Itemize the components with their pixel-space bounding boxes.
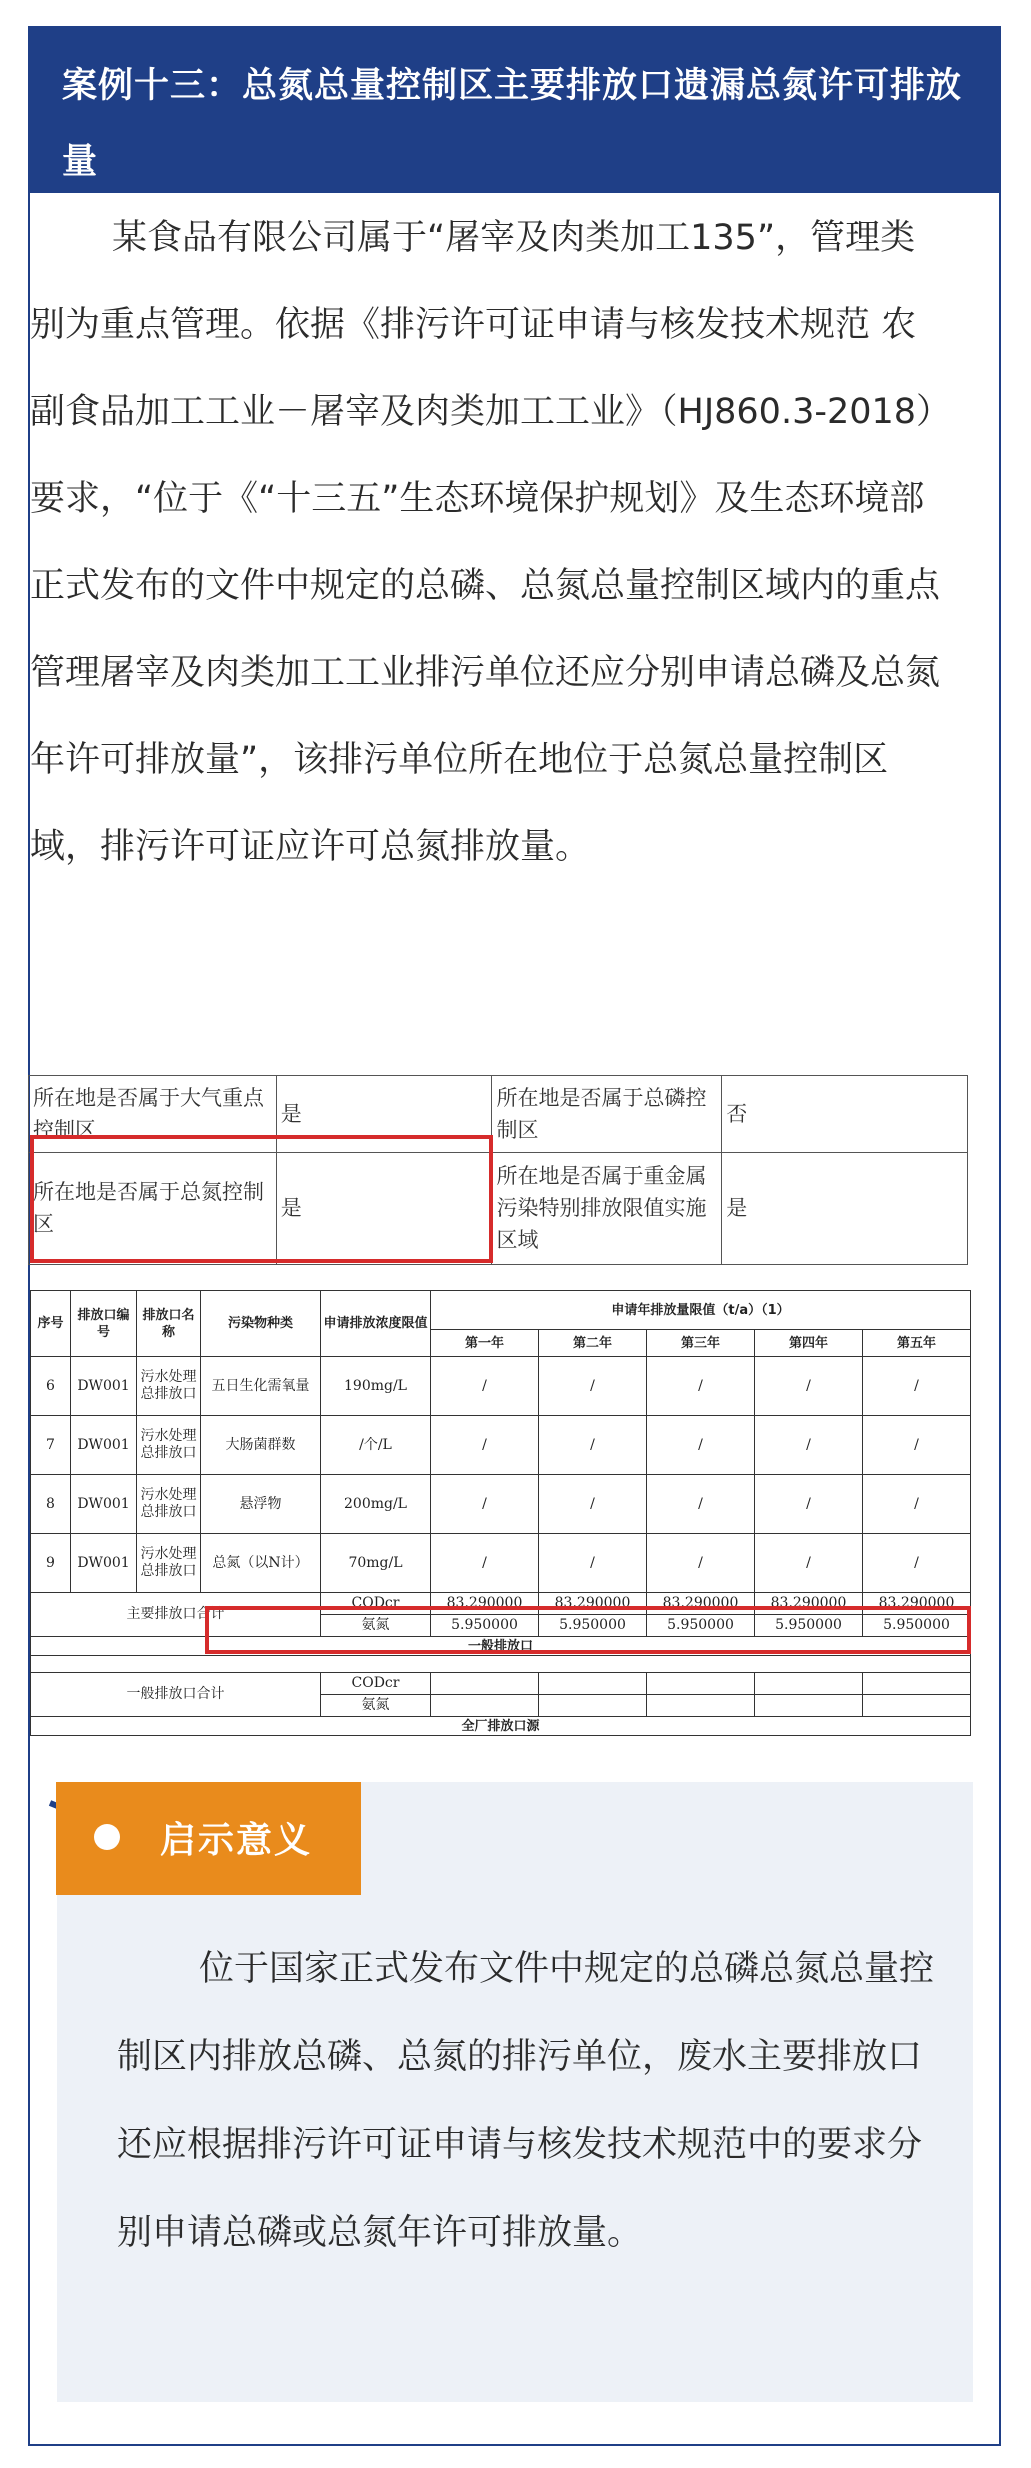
info-cell: 所在地是否属于总氮控制区 [29, 1152, 277, 1264]
cell-seq: 8 [31, 1475, 71, 1534]
header-year: 第五年 [863, 1330, 971, 1357]
cell-year-value: / [755, 1475, 863, 1534]
info-cell: 所在地是否属于大气重点控制区 [29, 1076, 277, 1153]
cell-year-value: / [431, 1534, 539, 1593]
table-row [31, 1475, 971, 1534]
bullet-dot-icon [94, 1824, 120, 1850]
cell-year-value: / [431, 1416, 539, 1475]
insight-text: 位于国家正式发布文件中规定的总磷总氮总量控制区内排放总磷、总氮的排污单位，废水主要排放口还应根据排污许可证申请与核发技术规范中的要求分别申请总磷或总氮年许可排放量。 [117, 1949, 935, 2253]
info-cell: 是 [276, 1076, 492, 1153]
ammonia-value: 5.950000 [755, 1615, 863, 1637]
codcr-value: 83.290000 [863, 1593, 971, 1615]
codcr-value: 83.290000 [647, 1593, 755, 1615]
ammonia-value: 5.950000 [647, 1615, 755, 1637]
cell-year-value: / [539, 1534, 647, 1593]
header-year: 第二年 [539, 1330, 647, 1357]
insight-text-block [117, 1925, 943, 2277]
emissions-table [30, 1290, 971, 1736]
general-ammonia-label: 氨氮 [321, 1695, 431, 1717]
cell-year-value: / [863, 1416, 971, 1475]
cell-conc: 70mg/L [321, 1534, 431, 1593]
codcr-value: 83.290000 [755, 1593, 863, 1615]
cell-year-value: / [755, 1416, 863, 1475]
header-year: 第一年 [431, 1330, 539, 1357]
empty-cell [539, 1695, 647, 1717]
case-title: 案例十三：总氮总量控制区主要排放口遗漏总氮许可排放量 [62, 66, 963, 182]
empty-cell [755, 1695, 863, 1717]
header-year: 第三年 [647, 1330, 755, 1357]
header-outlet-name: 排放口名称 [137, 1291, 201, 1357]
empty-cell [863, 1673, 971, 1695]
cell-pollutant: 五日生化需氧量 [201, 1357, 321, 1416]
empty-cell [647, 1673, 755, 1695]
cell-seq: 6 [31, 1357, 71, 1416]
ammonia-value: 5.950000 [431, 1615, 539, 1637]
main-ammonia-label: 氨氮 [321, 1615, 431, 1637]
table-row [31, 1534, 971, 1593]
title-bar [30, 28, 999, 193]
cell-year-value: / [431, 1357, 539, 1416]
general-total-label: 一般排放口合计 [31, 1673, 321, 1717]
cell-seq: 9 [31, 1534, 71, 1593]
highlight-box-nitrogen-control [30, 1135, 493, 1263]
case-description-text: 某食品有限公司属于“屠宰及肉类加工135”，管理类别为重点管理。依据《排污许可证申请与核发技术规范 农副食品加工工业－屠宰及肉类加工工业》（HJ860.3-2018）要求，“位于《“十三五”生态环境保护规划》及生态环境部正式发布的文件中规定的总磷、总氮总量控制区域内的重点管理屠宰及肉类加工工业排污单位还应分别申请总磷及总氮年许可排放量”，该排污单位所在地位于总氮总量控制区域，排污许可证应许可总氮排放量。 [30, 218, 941, 867]
info-cell: 否 [722, 1076, 968, 1153]
empty-cell [431, 1695, 539, 1717]
codcr-value: 83.290000 [431, 1593, 539, 1615]
plant-outlet-section: 全厂排放口源 [31, 1717, 971, 1736]
info-cell: 是 [722, 1152, 968, 1264]
cell-conc: /个/L [321, 1416, 431, 1475]
cell-year-value: / [863, 1534, 971, 1593]
header-year: 第四年 [755, 1330, 863, 1357]
table-row [31, 1357, 971, 1416]
spacer-row [31, 1656, 971, 1673]
main-total-label: 主要排放口合计 [31, 1593, 321, 1637]
general-outlet-section: 一般排放口 [31, 1637, 971, 1656]
general-total-row-codcr [31, 1673, 971, 1695]
cell-pollutant: 大肠菌群数 [201, 1416, 321, 1475]
cell-year-value: / [539, 1357, 647, 1416]
cell-conc: 190mg/L [321, 1357, 431, 1416]
empty-cell [431, 1673, 539, 1695]
cell-outlet-id: DW001 [71, 1534, 137, 1593]
highlight-box-main-total [205, 1606, 971, 1654]
cell-year-value: / [647, 1475, 755, 1534]
ammonia-value: 5.950000 [539, 1615, 647, 1637]
cell-pollutant: 总氮（以N计） [201, 1534, 321, 1593]
cell-outlet-name: 污水处理总排放口 [137, 1475, 201, 1534]
cell-year-value: / [431, 1475, 539, 1534]
header-conc-limit: 申请排放浓度限值 [321, 1291, 431, 1357]
header-annual-limit: 申请年排放量限值（t/a）（1） [431, 1291, 971, 1330]
cell-seq: 7 [31, 1416, 71, 1475]
cell-year-value: / [647, 1534, 755, 1593]
insight-tag [56, 1782, 361, 1895]
header-pollutant: 污染物种类 [201, 1291, 321, 1357]
info-cell: 所在地是否属于重金属污染特别排放限值实施区域 [492, 1152, 722, 1264]
insight-tag-label: 启示意义 [160, 1820, 313, 1861]
info-cell: 是 [276, 1152, 492, 1264]
cell-outlet-name: 污水处理总排放口 [137, 1357, 201, 1416]
empty-cell [863, 1695, 971, 1717]
cell-year-value: / [647, 1416, 755, 1475]
cell-year-value: / [755, 1534, 863, 1593]
cell-year-value: / [539, 1416, 647, 1475]
table-row [31, 1416, 971, 1475]
empty-cell [539, 1673, 647, 1695]
cell-outlet-id: DW001 [71, 1357, 137, 1416]
header-outlet-id: 排放口编号 [71, 1291, 137, 1357]
general-codcr-label: CODcr [321, 1673, 431, 1695]
cell-year-value: / [755, 1357, 863, 1416]
empty-cell [755, 1673, 863, 1695]
codcr-value: 83.290000 [539, 1593, 647, 1615]
cell-conc: 200mg/L [321, 1475, 431, 1534]
cell-year-value: / [647, 1357, 755, 1416]
info-cell: 所在地是否属于总磷控制区 [492, 1076, 722, 1153]
case-description [30, 195, 945, 891]
cell-pollutant: 悬浮物 [201, 1475, 321, 1534]
header-seq: 序号 [31, 1291, 71, 1357]
cell-year-value: / [863, 1475, 971, 1534]
ammonia-value: 5.950000 [863, 1615, 971, 1637]
main-codcr-label: CODcr [321, 1593, 431, 1615]
empty-cell [647, 1695, 755, 1717]
cell-outlet-name: 污水处理总排放口 [137, 1416, 201, 1475]
cell-outlet-id: DW001 [71, 1475, 137, 1534]
cell-year-value: / [863, 1357, 971, 1416]
cell-outlet-id: DW001 [71, 1416, 137, 1475]
cell-outlet-name: 污水处理总排放口 [137, 1534, 201, 1593]
cell-year-value: / [539, 1475, 647, 1534]
